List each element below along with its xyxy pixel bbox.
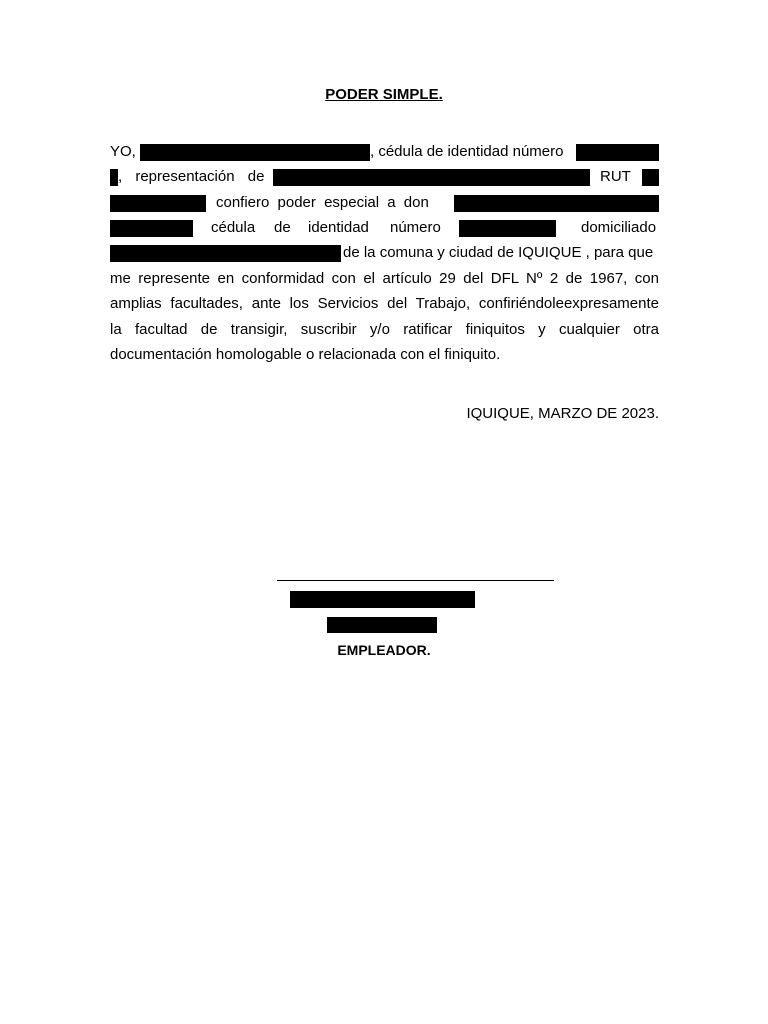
redacted-id-number (576, 144, 659, 161)
numero-word: número (390, 219, 441, 236)
body-line-9: documentación homologable o relacionada con el finiquito. (110, 346, 501, 363)
document-date: IQUIQUE, MARZO DE 2023. (466, 405, 659, 422)
redacted-rut-start (642, 169, 659, 186)
redacted-attorney-name (454, 195, 659, 212)
de-word: de (274, 219, 291, 236)
redacted-company (273, 169, 590, 186)
body-line-1 (110, 143, 136, 161)
redacted-rut (110, 195, 206, 212)
redacted-address (110, 245, 341, 262)
cedula-text: , cédula de identidad número (370, 143, 564, 160)
body-line-7: amplias facultades, ante los Servicios del Trabajo, confiriéndoleexpresamente (110, 295, 659, 312)
redacted-signer-id (327, 617, 437, 633)
document-title: PODER SIMPLE. (325, 86, 443, 103)
redacted-id-suffix (110, 169, 118, 186)
redacted-attorney-name-cont (110, 220, 193, 237)
signer-role: EMPLEADOR. (337, 642, 431, 658)
redacted-signer-name (290, 591, 475, 608)
redacted-attorney-id (459, 220, 556, 237)
confiero-text: confiero poder especial a don (216, 194, 429, 211)
signature-line (277, 580, 554, 581)
body-line-8: la facultad de transigir, suscribir y/o ratificar finiquitos y cualquier otra (110, 321, 659, 338)
representacion-text: , representación de (118, 168, 265, 185)
rut-text: RUT (600, 168, 631, 185)
yo-text: YO, (110, 143, 136, 160)
comuna-text: de la comuna y ciudad de IQUIQUE , para que (343, 244, 654, 261)
identidad-word: identidad (308, 219, 369, 236)
domiciliado-word: domiciliado (581, 219, 657, 236)
cedula-word: cédula (211, 219, 256, 236)
body-line-6: me represente en conformidad con el artículo 29 del DFL Nº 2 de 1967, con (110, 270, 659, 287)
redacted-name (140, 144, 370, 161)
